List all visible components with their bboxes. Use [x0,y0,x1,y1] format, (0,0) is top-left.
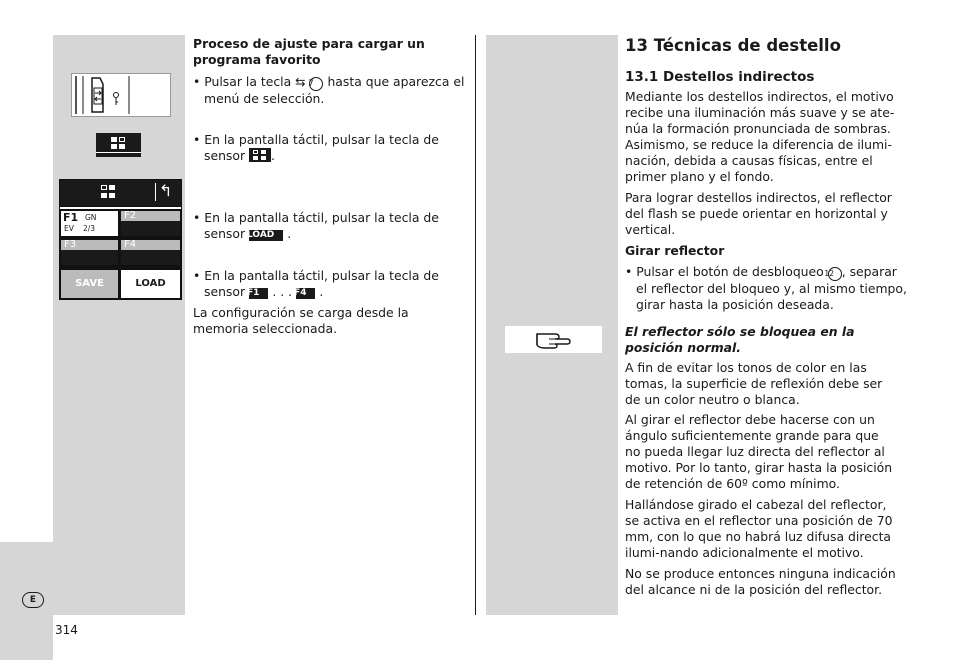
step-1: • Pulsar la tecla ⇆ 7 hasta que aparezca el menú de selección. [193,74,465,106]
step-3: • En la pantalla táctil, pulsar la tecla de sensor LOAD . [193,210,439,241]
screen-load-button: LOAD [121,270,180,298]
f4-key: F4 [296,288,315,299]
left-illustration-column [53,35,185,615]
slot-f4: F4 [121,240,180,265]
menu-icon-illustration [96,133,141,157]
slot-f3: F3 [61,240,118,265]
paragraph-6: No se produce entonces ninguna indicación del alcance ni de la posición del reflector. [625,566,896,597]
language-badge: E [22,592,44,608]
note-text: El reflector sólo se bloquea en la posición normal. [625,324,855,355]
screen-separator [60,207,181,209]
callout-7: 7 [309,77,323,91]
slot-f2: F2 [121,211,180,236]
screen-save-button: SAVE [61,270,118,298]
pointing-hand-icon [505,326,602,353]
device-button-illustration [71,73,171,117]
right-illustration-column [486,35,618,615]
chapter-title: 13 Técnicas de destello [625,36,841,55]
load-key: LOAD [249,230,283,241]
procedure-heading: Proceso de ajuste para cargar un programa favorito [193,36,425,67]
paragraph-3: A fin de evitar los tonos de color en las tomas, la superficie de reflexión debe ser de un color neutro o blanca. [625,360,883,407]
section-title: 13.1 Destellos indirectos [625,69,815,85]
page-number: 314 [55,623,78,637]
rotate-step: • Pulsar el botón de desbloqueo 12 , separar el reflector del bloqueo y, al mismo tiempo, girar hasta la posición deseada. [625,264,907,312]
swap-arrows-icon: ⇆ [295,74,306,89]
paragraph-2: Para lograr destellos indirectos, el reflector del flash se puede orientar en horizontal y vertical. [625,190,892,237]
callout-12: 12 [828,267,842,281]
step-4: • En la pantalla táctil, pulsar la tecla de sensor F1 . . . F4 . [193,268,439,299]
paragraph-4: Al girar el reflector debe hacerse con un ángulo suficientemente grande para que no pueda llegar luz directa del reflector al motivo. Por lo tanto, girar hasta la posición de retención de 60º como mínimo. [625,412,893,491]
f1-key: F1 [249,288,268,299]
screen-menu-icon [101,185,107,190]
paragraph-1: Mediante los destellos indirectos, el motivo recibe una iluminación más suave y se ate-núa la formación pronunciada de sombras. Asimismo, se reduce la diferencia de ilumi-nación, debida a causas físicas, entre el primer plano y el fondo. [625,89,895,184]
subheading-rotate: Girar reflector [625,243,725,258]
slot-f1: F1 GN EV 2/3 [61,211,118,236]
final-note: La configuración se carga desde la memoria seleccionada. [193,305,409,336]
step-2: • En la pantalla táctil, pulsar la tecla de sensor . [193,132,439,163]
note-marker [505,326,602,353]
screen-topbar [60,180,181,206]
menu-grid-icon [249,148,271,162]
back-icon: ↰ [159,181,173,200]
column-divider [475,35,476,615]
touch-screen-illustration [59,179,182,300]
device-side-icon [72,74,170,116]
paragraph-5: Hallándose girado el cabezal del reflector, se activa en el reflector una posición de 70 mm, con lo que no habrá luz difusa directa ilumi-nando adicionalmente el motivo. [625,497,893,560]
